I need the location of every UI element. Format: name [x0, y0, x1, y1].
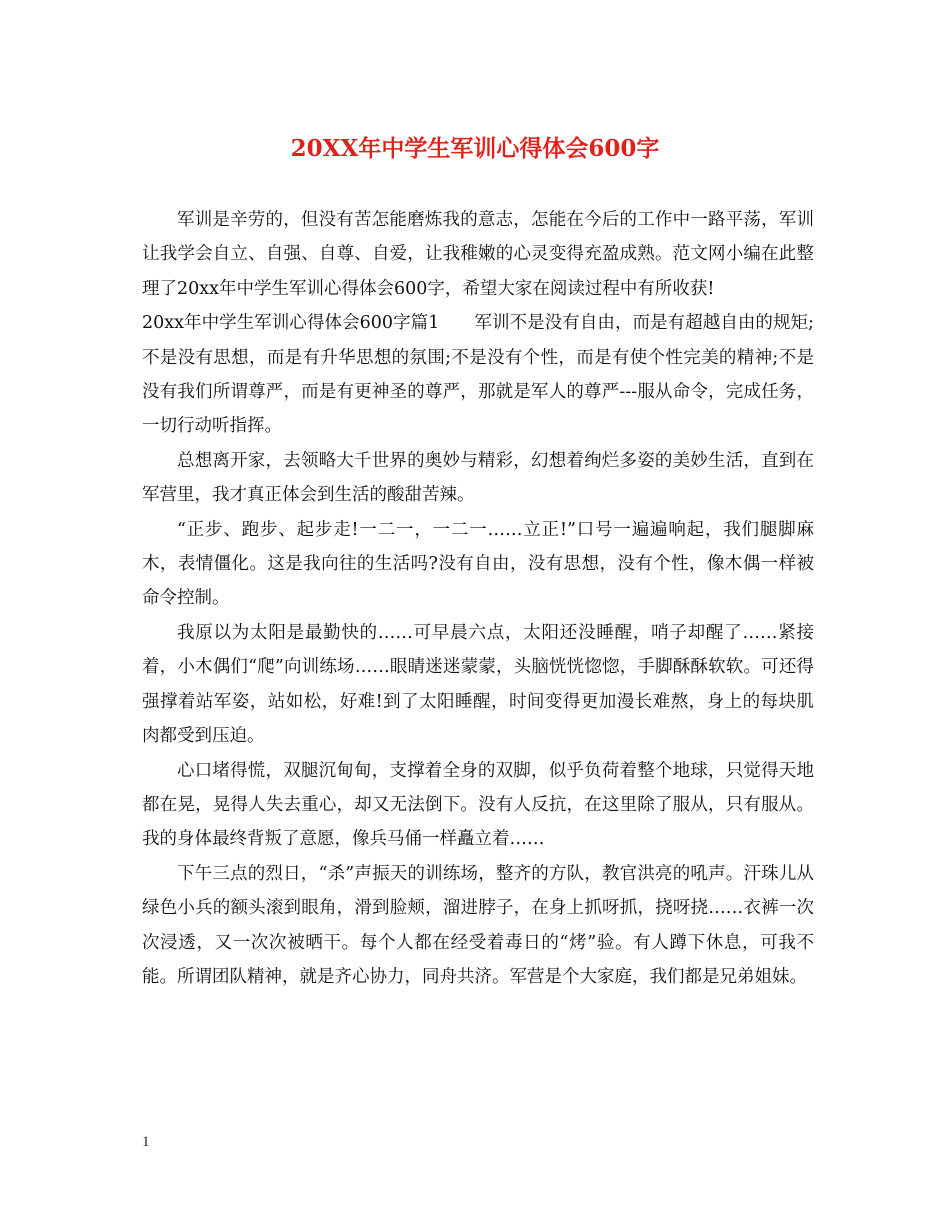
document-body [142, 203, 814, 994]
paragraph-6: 心口堵得慌，双腿沉甸甸，支撑着全身的双脚，似乎负荷着整个地球，只觉得天地都在晃，晃得人失去重心，却又无法倒下。没有人反抗，在这里除了服从，只有服从。我的身体最终背叛了意愿，像兵马俑一样矗立着…… [142, 760, 814, 850]
paragraph-5: 我原以为太阳是最勤快的……可早晨六点，太阳还没睡醒，哨子却醒了……紧接着，小木偶们“爬”向训练场……眼睛迷迷蒙蒙，头脑恍恍惚惚，手脚酥酥软软。可还得强撑着站军姿，站如松，好难!到了太阳睡醒，时间变得更加漫长难熬，身上的每块肌肉都受到压迫。 [142, 622, 814, 747]
paragraph-3: 总想离开家，去领略大千世界的奥妙与精彩，幻想着绚烂多姿的美妙生活，直到在军营里，我才真正体会到生活的酸甜苦辣。 [142, 450, 814, 506]
page-number: 1 [142, 1134, 150, 1150]
paragraph-1: 军训是辛劳的，但没有苦怎能磨炼我的意志，怎能在今后的工作中一路平荡，军训让我学会自立、自强、自尊、自爱，让我稚嫩的心灵变得充盈成熟。范文网小编在此整理了20xx年中学生军训心得体会600字，希望大家在阅读过程中有所收获! [142, 210, 814, 299]
paragraph-7: 下午三点的烈日，“杀”声振天的训练场，整齐的方队，教官洪亮的吼声。汗珠儿从绿色小兵的额头滚到眼角，滑到脸颊，溜进脖子，在身上抓呀抓，挠呀挠……衣裤一次次浸透，又一次次被晒干。每个人都在经受着毒日的“烤”验。有人蹲下休息，可我不能。所谓团队精神，就是齐心协力，同舟共济。军营是个大家庭，我们都是兄弟姐妹。 [142, 863, 814, 987]
paragraph-4: “正步、跑步、起步走!一二一，一二一……立正!”口号一遍遍响起，我们腿脚麻木，表情僵化。这是我向往的生活吗?没有自由，没有思想，没有个性，像木偶一样被命令控制。 [142, 519, 814, 609]
paragraph-2: 20xx年中学生军训心得体会600字篇1 军训不是没有自由，而是有超越自由的规矩;不是没有思想，而是有升华思想的氛围;不是没有个性，而是有使个性完美的精神;不是没有我们所谓尊严，而是有更神圣的尊严，那就是军人的尊严---服从命令，完成任务，一切行动听指挥。 [142, 313, 814, 437]
document-title: 20XX年中学生军训心得体会600字 [290, 135, 660, 162]
